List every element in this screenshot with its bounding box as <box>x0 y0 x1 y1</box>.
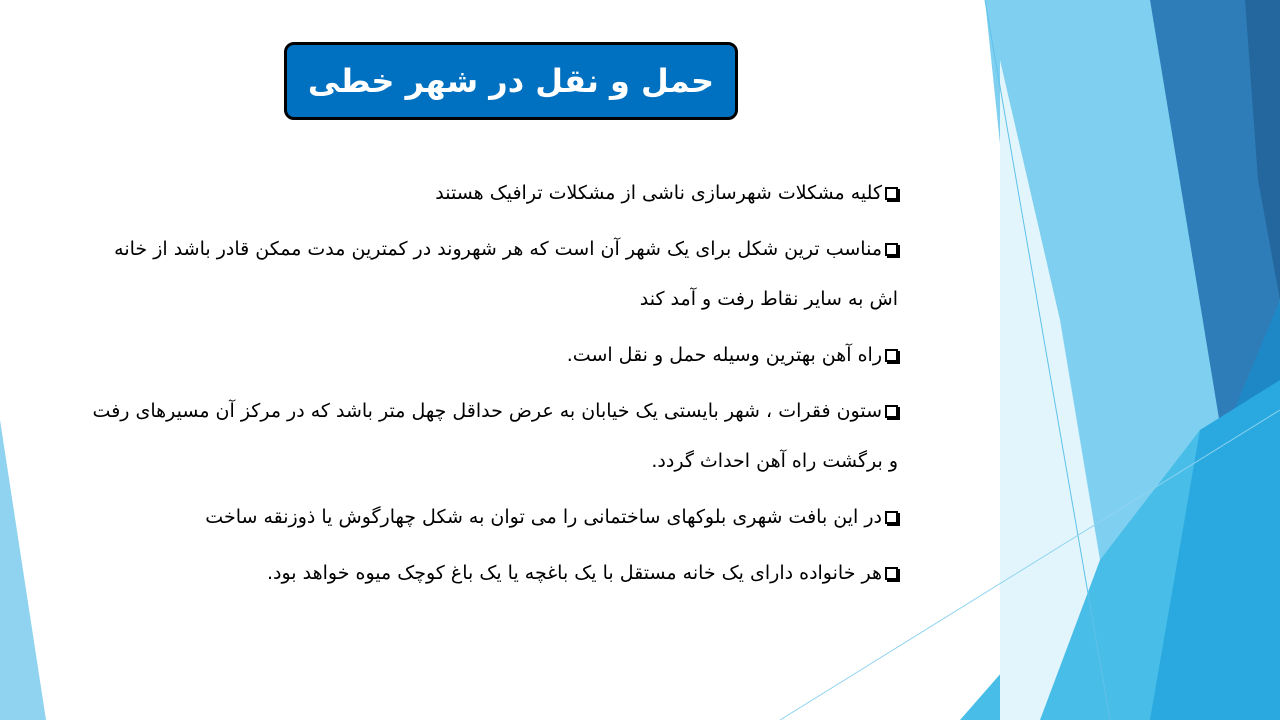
checkbox-square-icon <box>885 187 898 200</box>
slide-title: حمل و نقل در شهر خطی <box>307 62 715 100</box>
checkbox-square-icon <box>885 567 898 580</box>
bullet-text: در این بافت شهری بلوکهای ساختمانی را می توان به شکل چهارگوش یا ذوزنقه ساخت <box>205 506 882 528</box>
bullet-item <box>92 330 898 380</box>
bullet-item <box>92 492 898 542</box>
bullet-text: مناسب ترین شکل برای یک شهر آن است که هر شهروند در کمترین مدت ممکن قادر باشد از خانه اش به سایر نقاط رفت و آمد کند <box>114 238 898 310</box>
bullet-item <box>92 168 898 218</box>
checkbox-square-icon <box>885 243 898 256</box>
title-box <box>284 42 738 120</box>
bullet-text: ستون فقرات ، شهر بایستی یک خیابان به عرض حداقل چهل متر باشد که در مرکز آن مسیرهای رفت و برگشت راه آهن احداث گردد. <box>92 400 898 472</box>
bullet-item <box>92 224 898 324</box>
bullet-item <box>92 386 898 486</box>
bullet-item <box>92 548 898 598</box>
left-edge-shape <box>0 420 46 720</box>
checkbox-square-icon <box>885 511 898 524</box>
bullet-text: کلیه مشکلات شهرسازی ناشی از مشکلات ترافیک هستند <box>435 182 882 204</box>
bullet-list <box>92 168 898 604</box>
bullet-text: راه آهن بهترین وسیله حمل و نقل است. <box>566 344 882 366</box>
checkbox-square-icon <box>885 349 898 362</box>
checkbox-square-icon <box>885 405 898 418</box>
bullet-text: هر خانواده دارای یک خانه مستقل با یک باغچه یا یک باغ کوچک میوه خواهد بود. <box>266 562 882 584</box>
